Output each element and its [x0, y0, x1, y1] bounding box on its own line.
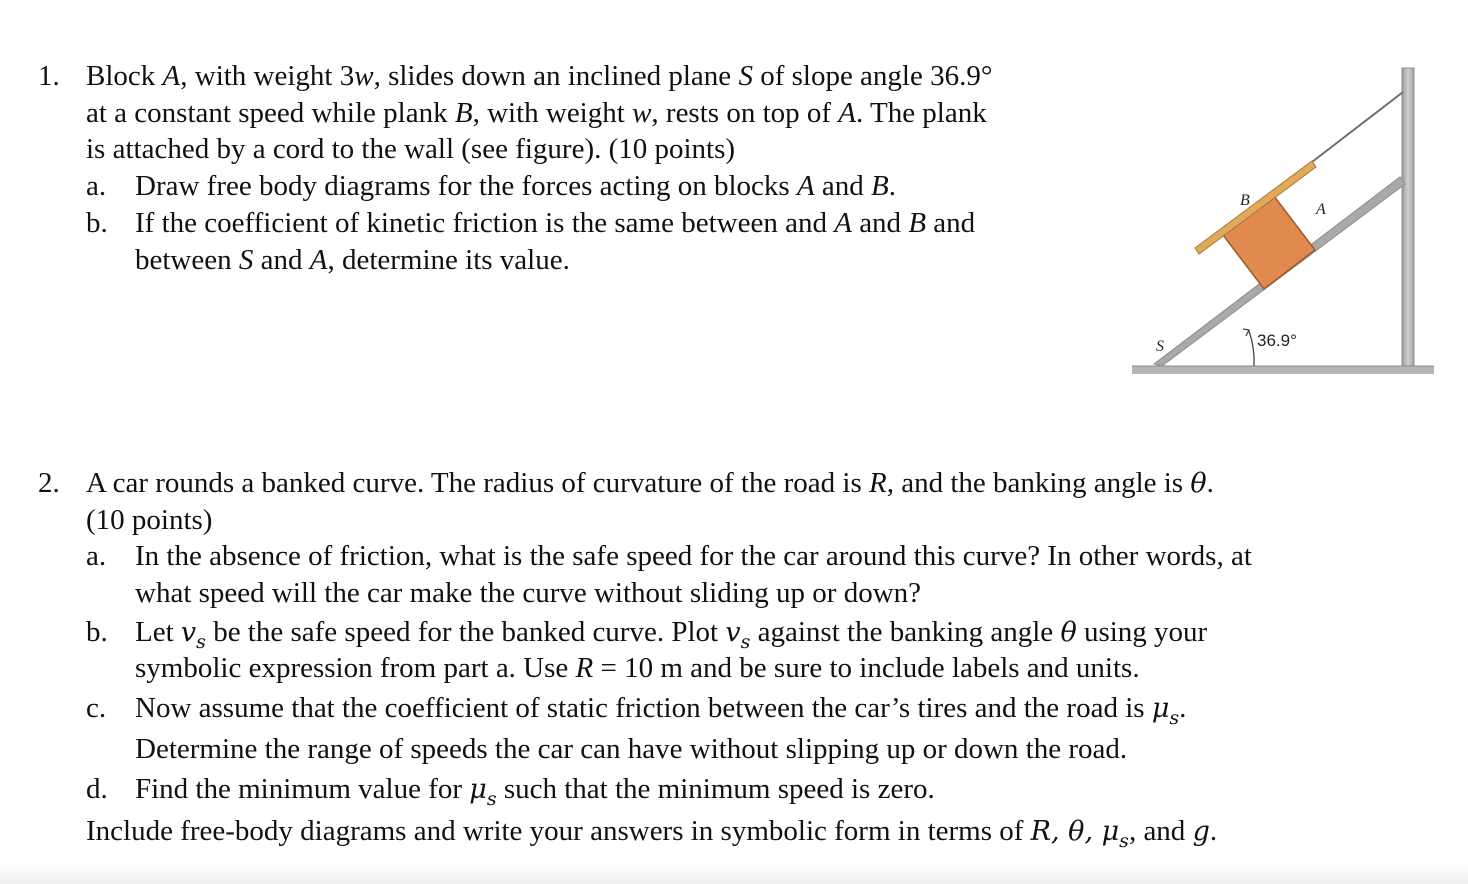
problem-2-line-1: A car rounds a banked curve. The radius of curvature of the road is R, and the banking angle is θ. [86, 467, 1214, 499]
problem-2c-line-1: Now assume that the coefficient of static friction between the car’s tires and the road is $\mu_s$. [135, 692, 1187, 729]
problem-2-line-2: (10 points) [86, 504, 213, 536]
problem-2-footer: Include free-body diagrams and write your answers in symbolic form in terms of R, θ, $\mu_s$, and g. [86, 815, 1218, 852]
problem-2a-line-2: what speed will the car make the curve without sliding up or down? [135, 577, 922, 609]
problem-1-line-3: is attached by a cord to the wall (see figure). (10 points) [86, 133, 736, 165]
problem-2b-line-2: symbolic expression from part a. Use R = 10 m and be sure to include labels and units. [135, 652, 1140, 684]
problem-2b-line-1: Let $v_s$ be the safe speed for the banked curve. Plot $v_s$ against the banking angle θ using your [135, 616, 1208, 653]
problem-1b-line-2: between S and A, determine its value. [135, 244, 570, 276]
problem-2-number: 2. [38, 467, 60, 499]
bottom-edge-shadow [0, 862, 1468, 884]
problem-1a-label: a. [86, 170, 107, 202]
angle-arrowhead [1243, 329, 1249, 336]
problem-1-number: 1. [38, 60, 60, 92]
problem-2d-label: d. [86, 773, 108, 805]
wall-post [1402, 68, 1414, 366]
problem-2b-label: b. [86, 616, 108, 648]
label-b: B [1240, 192, 1250, 209]
problem-2d-line-1: Find the minimum value for $\mu_s$ such that the minimum speed is zero. [135, 773, 935, 810]
problem-1-line-1: Block A, with weight 3w, slides down an inclined plane S of slope angle 36.9° [86, 60, 993, 92]
angle-label: 36.9° [1257, 331, 1297, 350]
incline-figure [1126, 60, 1438, 388]
label-s: S [1156, 338, 1164, 355]
problem-2a-line-1: In the absence of friction, what is the safe speed for the car around this curve? In other words, at [135, 540, 1252, 572]
problem-2c-label: c. [86, 692, 107, 724]
problem-2a-label: a. [86, 540, 107, 572]
problem-1a-text: Draw free body diagrams for the forces acting on blocks A and B. [135, 170, 896, 202]
angle-arc [1249, 331, 1254, 366]
problem-2c-line-2: Determine the range of speeds the car can have without slipping up or down the road. [135, 733, 1128, 765]
block-a [1223, 196, 1315, 289]
label-a: A [1316, 201, 1326, 218]
problem-1-line-2: at a constant speed while plank B, with weight w, rests on top of A. The plank [86, 97, 987, 129]
problem-1b-label: b. [86, 207, 108, 239]
problem-1b-line-1: If the coefficient of kinetic friction is the same between and A and B and [135, 207, 976, 239]
ground [1132, 366, 1434, 374]
